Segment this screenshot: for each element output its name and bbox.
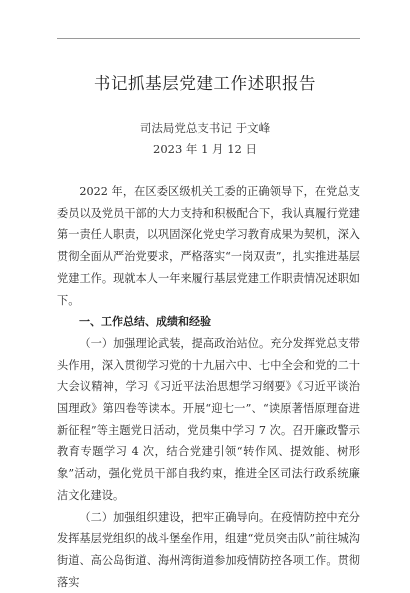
document-title: 书记抓基层党建工作述职报告 <box>93 74 317 93</box>
document-body <box>57 181 360 593</box>
intro-paragraph: 2022 年，在区委区级机关工委的正确领导下，在党总支委员以及党员干部的大力支持和积极配合下，我认真履行党建第一责任人职责，以巩固深化党史学习教育成果为契机，深入贯彻全面从严治党要求，严格落实“一岗双责”，扎实推进基层党建工作。现就本人一年来履行基层党建工作职责情况述职如下。 <box>57 185 360 307</box>
header-rule <box>57 38 360 39</box>
document-date: 2023 年 1 月 12 日 <box>153 142 257 156</box>
section-heading: 一、工作总结、成绩和经验 <box>79 315 211 329</box>
body-paragraph-organization: （二）加强组织建设，把牢正确导向。在疫情防控中充分发挥基层党组织的战斗堡垒作用，组建“党员突击队”前往城沟街道、高公岛街道、海州湾街道参加疫情防控各项工作。贯彻落实 <box>57 510 360 589</box>
body-paragraph-theory: （一）加强理论武装，提高政治站位。充分发挥党总支带头作用，深入贯彻学习党的十九届六中、七中全会和党的二十大会议精神，学习《习近平法治思想学习纲要》《习近平谈治国理政》第四卷等读本。开展“迎七一”、“读原著悟原理奋进新征程”等主题党日活动，党员集中学习 7 次。召开廉政警示教育专题学习 4 次，结合党建引领“转作风、提效能、树形象”活动，强化党员干部自我约束，推进全区司法行政系统廉洁文化建设。 <box>57 336 360 502</box>
document-author: 司法局党总支书记 于文峰 <box>139 121 271 135</box>
